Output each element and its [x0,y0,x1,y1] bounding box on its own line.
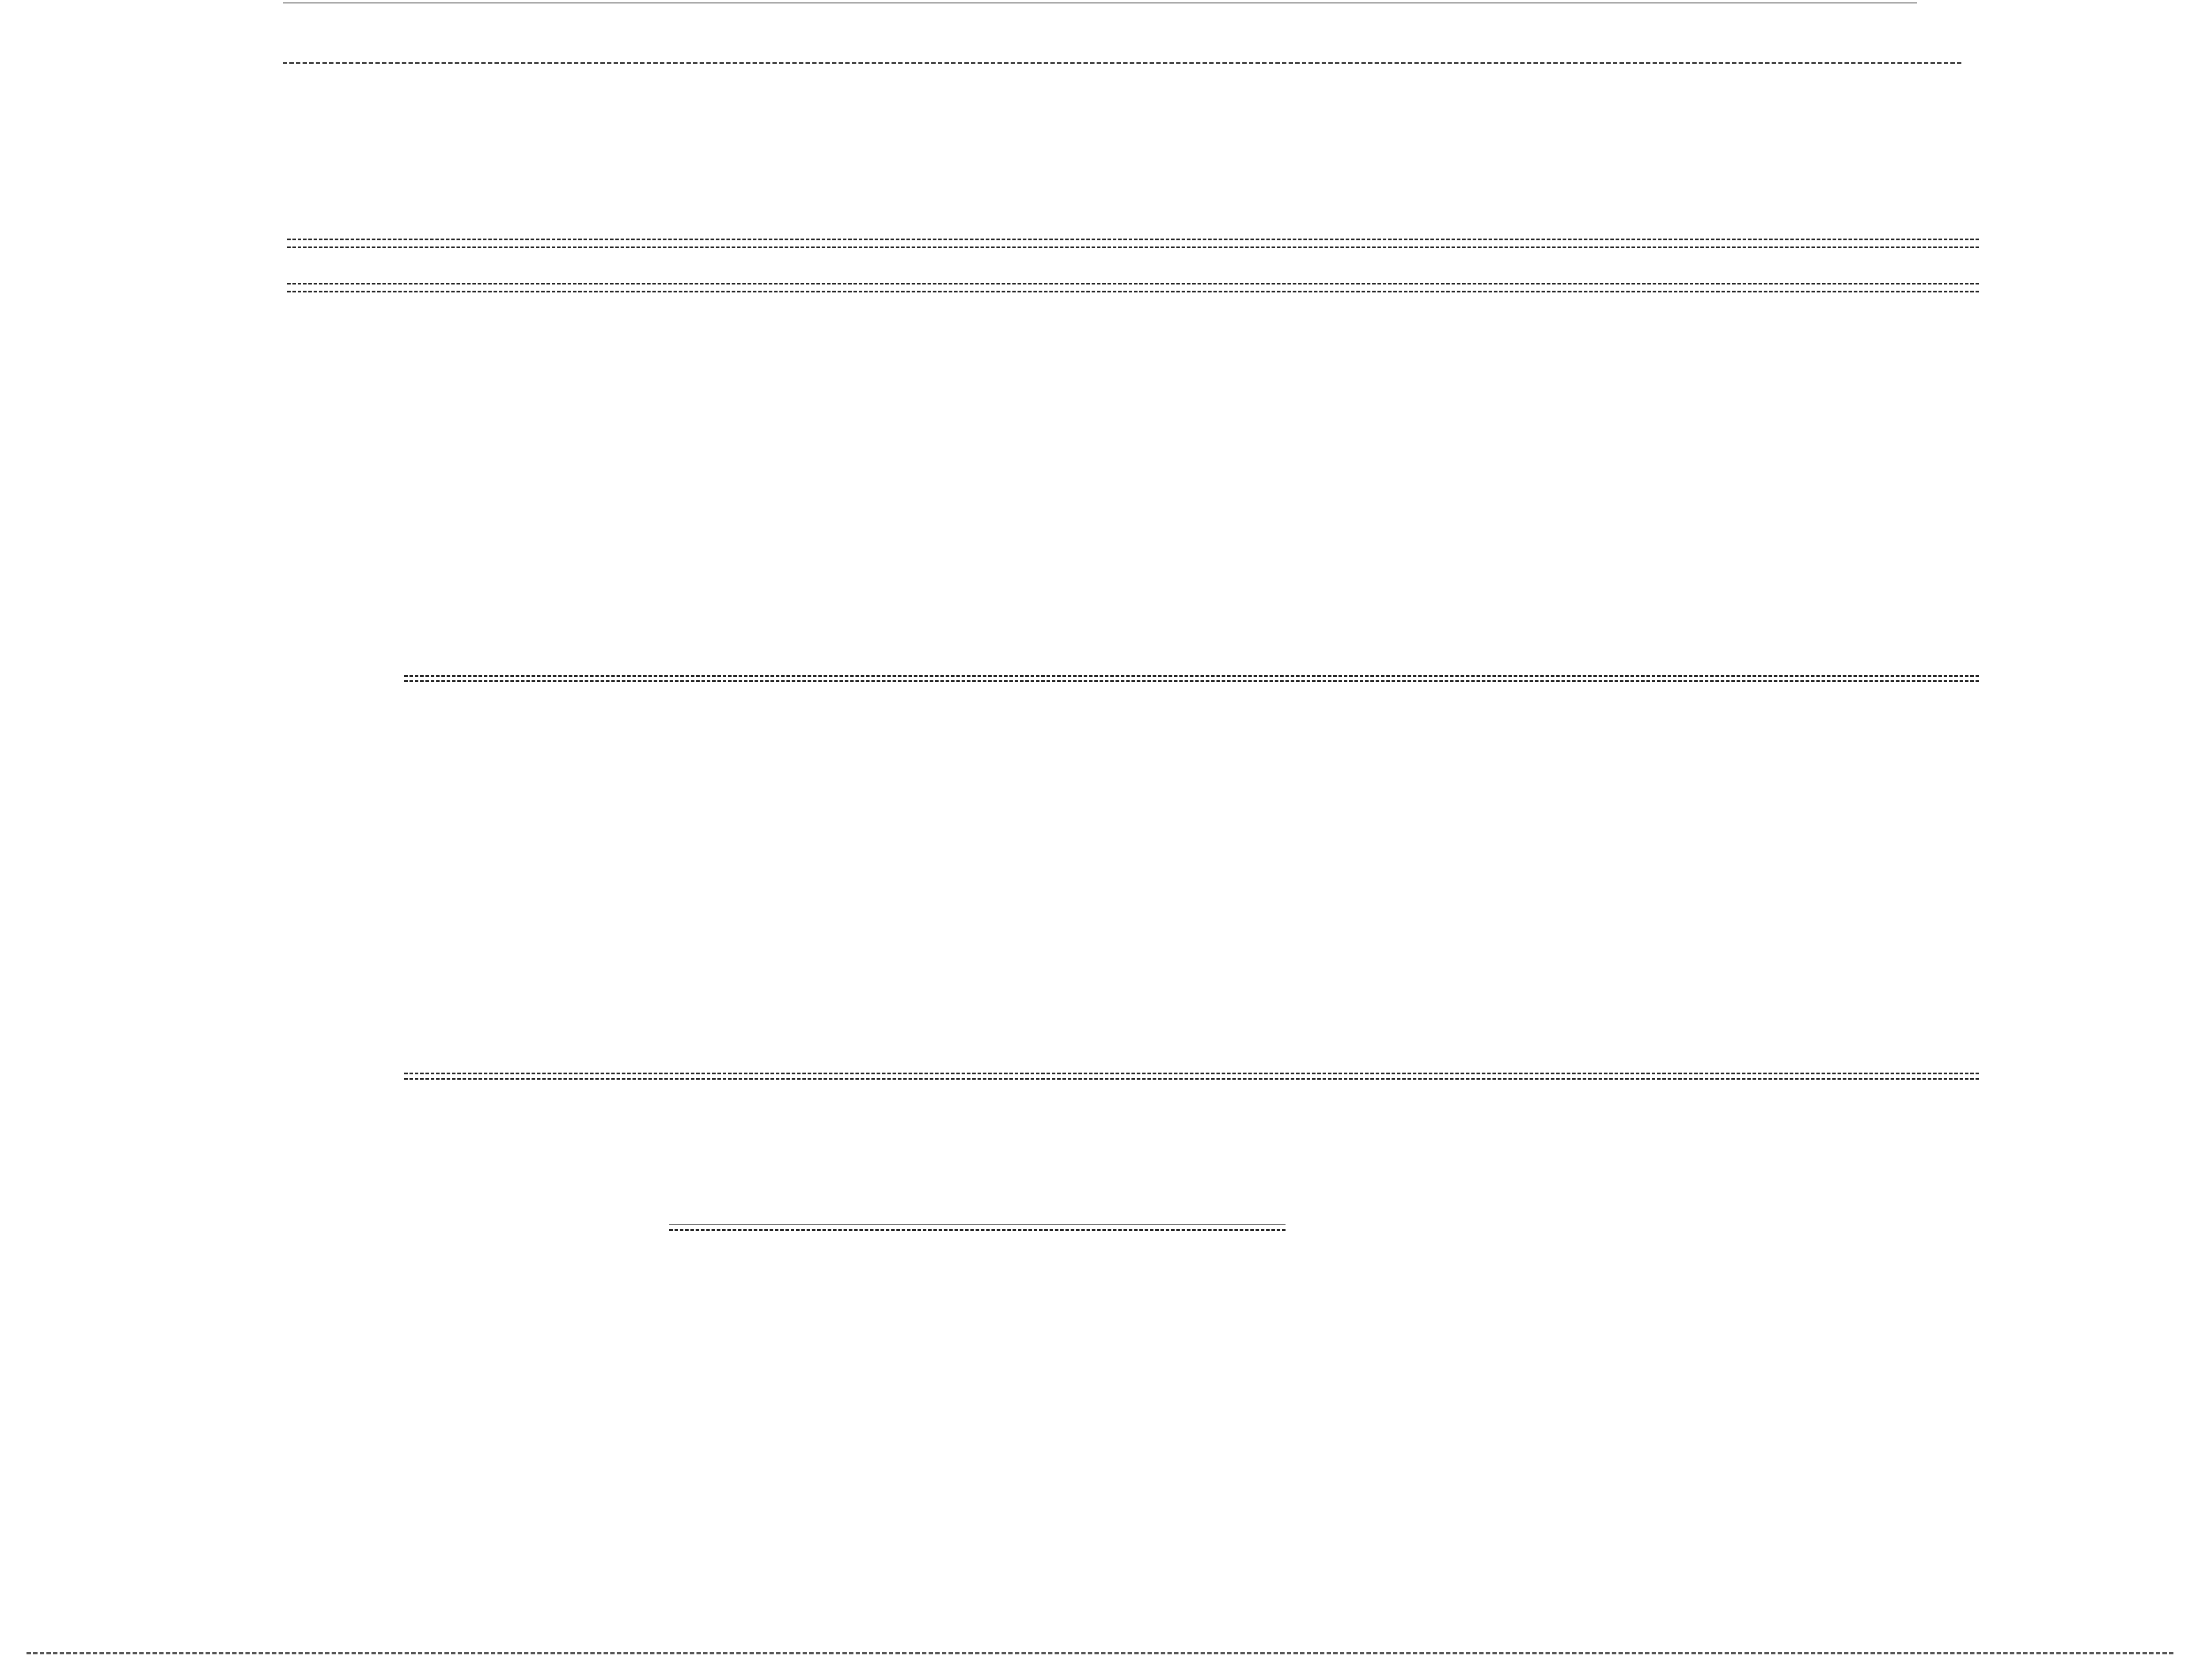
top-dashed-line [283,62,1961,64]
section-total-rule [404,675,1979,682]
bottom-dashed-line [27,1652,2173,1654]
top-edge-line [283,2,1917,4]
section2-title-underline [669,1223,1286,1228]
section2-title-underline2 [669,1229,1286,1231]
table-top-rule [287,239,1979,248]
section-summary-rule [404,1073,1979,1080]
table-header-rule [287,283,1979,292]
